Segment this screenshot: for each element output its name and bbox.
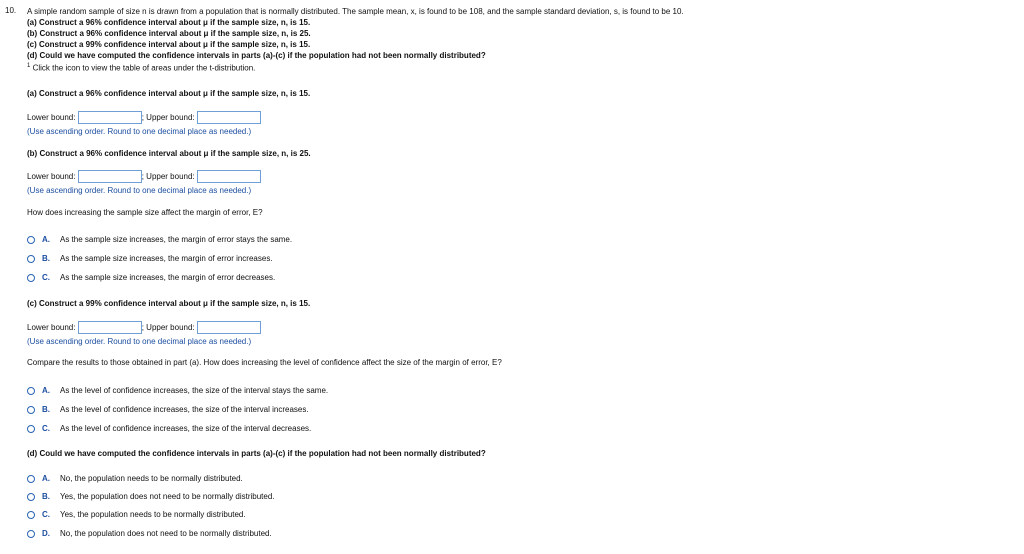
- part-c-upper-input[interactable]: [197, 321, 261, 334]
- part-a-title: (a) Construct a 96% confidence interval about μ if the sample size, n, is 15.: [27, 89, 311, 98]
- part-d-option-a[interactable]: [27, 474, 243, 483]
- intro-part-c: (c) Construct a 99% confidence interval about μ if the sample size, n, is 15.: [27, 40, 311, 49]
- radio-button[interactable]: [27, 274, 35, 282]
- part-a-lower-input[interactable]: [78, 111, 142, 124]
- radio-button[interactable]: [27, 236, 35, 244]
- part-b-option-c[interactable]: [27, 273, 275, 282]
- option-letter: C.: [42, 273, 50, 282]
- part-b-option-b[interactable]: [27, 254, 273, 263]
- option-text: Yes, the population needs to be normally distributed.: [60, 510, 246, 519]
- upper-bound-label: ; Upper bound:: [141, 113, 195, 122]
- part-c-bounds: [27, 320, 261, 335]
- part-c-title: (c) Construct a 99% confidence interval about μ if the sample size, n, is 15.: [27, 299, 311, 308]
- part-d-option-c[interactable]: [27, 510, 246, 519]
- part-b-upper-input[interactable]: [197, 170, 261, 183]
- intro-part-b: (b) Construct a 96% confidence interval about μ if the sample size, n, is 25.: [27, 29, 311, 38]
- radio-button[interactable]: [27, 387, 35, 395]
- option-text: As the sample size increases, the margin of error stays the same.: [60, 235, 293, 244]
- option-letter: A.: [42, 386, 50, 395]
- question-number: 10.: [5, 6, 17, 15]
- radio-button[interactable]: [27, 255, 35, 263]
- upper-bound-label: ; Upper bound:: [141, 172, 195, 181]
- option-letter: B.: [42, 254, 50, 263]
- part-c-hint: (Use ascending order. Round to one decimal place as needed.): [27, 337, 252, 346]
- part-b-lower-input[interactable]: [78, 170, 142, 183]
- table-link-text: Click the icon to view the table of areas under the t-distribution.: [32, 63, 256, 73]
- option-text: No, the population needs to be normally distributed.: [60, 474, 243, 483]
- option-letter: C.: [42, 510, 50, 519]
- option-text: As the level of confidence increases, the size of the interval stays the same.: [60, 386, 329, 395]
- part-a-bounds: [27, 110, 261, 125]
- part-a-upper-input[interactable]: [197, 111, 261, 124]
- part-d-title: (d) Could we have computed the confidence intervals in parts (a)-(c) if the population had not been normally distributed?: [27, 449, 486, 458]
- footnote-mark: 1: [27, 63, 31, 69]
- part-b-hint: (Use ascending order. Round to one decimal place as needed.): [27, 186, 252, 195]
- lower-bound-label: Lower bound:: [27, 323, 76, 332]
- part-c-question: Compare the results to those obtained in part (a). How does increasing the level of confidence affect the size of the margin of error, E?: [27, 358, 502, 367]
- radio-button[interactable]: [27, 493, 35, 501]
- lower-bound-label: Lower bound:: [27, 113, 76, 122]
- part-c-lower-input[interactable]: [78, 321, 142, 334]
- part-c-option-a[interactable]: [27, 386, 328, 395]
- option-text: As the level of confidence increases, the size of the interval increases.: [60, 405, 309, 414]
- option-letter: C.: [42, 424, 50, 433]
- radio-button[interactable]: [27, 475, 35, 483]
- radio-button[interactable]: [27, 425, 35, 433]
- option-text: As the level of confidence increases, the size of the interval decreases.: [60, 424, 312, 433]
- option-letter: D.: [42, 529, 50, 538]
- option-text: As the sample size increases, the margin of error increases.: [60, 254, 273, 263]
- part-b-bounds: [27, 169, 261, 184]
- radio-button[interactable]: [27, 530, 35, 538]
- lower-bound-label: Lower bound:: [27, 172, 76, 181]
- intro-part-a: (a) Construct a 96% confidence interval about μ if the sample size, n, is 15.: [27, 18, 311, 27]
- option-text: As the sample size increases, the margin of error decreases.: [60, 273, 276, 282]
- radio-button[interactable]: [27, 511, 35, 519]
- part-a-hint: (Use ascending order. Round to one decimal place as needed.): [27, 127, 252, 136]
- radio-button[interactable]: [27, 406, 35, 414]
- intro-part-d: (d) Could we have computed the confidence intervals in parts (a)-(c) if the population had not been normally distributed?: [27, 51, 486, 60]
- option-letter: A.: [42, 474, 50, 483]
- table-link[interactable]: [27, 61, 255, 74]
- option-letter: A.: [42, 235, 50, 244]
- option-letter: B.: [42, 492, 50, 501]
- part-b-question: How does increasing the sample size affect the margin of error, E?: [27, 208, 263, 217]
- option-letter: B.: [42, 405, 50, 414]
- option-text: No, the population does not need to be normally distributed.: [60, 529, 272, 538]
- part-d-option-d[interactable]: [27, 529, 272, 538]
- part-c-option-b[interactable]: [27, 405, 309, 414]
- part-b-option-a[interactable]: [27, 235, 292, 244]
- part-d-option-b[interactable]: [27, 492, 275, 501]
- option-text: Yes, the population does not need to be normally distributed.: [60, 492, 275, 501]
- part-c-option-c[interactable]: [27, 424, 311, 433]
- intro-text: A simple random sample of size n is drawn from a population that is normally distributed. The sample mean, x, is found to be 108, and the sample standard deviation, s, is found to be 10.: [27, 7, 684, 16]
- part-b-title: (b) Construct a 96% confidence interval about μ if the sample size, n, is 25.: [27, 149, 311, 158]
- upper-bound-label: ; Upper bound:: [141, 323, 195, 332]
